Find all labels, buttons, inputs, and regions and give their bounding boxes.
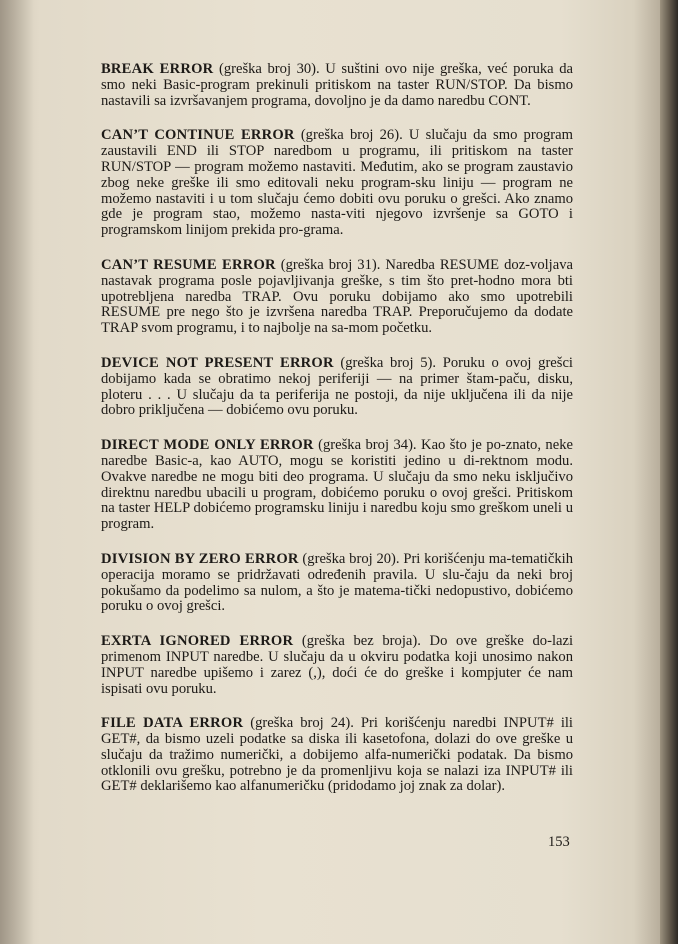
entry-term: DIVISION BY ZERO ERROR [101,550,299,567]
entry-text: (greška broj 5). Poruku o ovoj grešci dobijamo kada se obratimo nekoj periferiji — na primer štam-paču, disku, ploteru . . . U slučaju da ta periferija ne postoji, da nije uključena ili da nije dobro priključena — dobićemo ovu poruku. [101,354,573,419]
entry-cant-resume-error [101,258,573,337]
entry-text: (greška broj 31). Naredba RESUME doz-voljava nastavak programa posle pojavljivanja greške, s tim što pret-hodno mora bti upotrebljena naredba TRAP. Ovu poruku dobijamo ako smo upotrebili RESUME pre nego što je izvršena naredba TRAP. Preporučujemo da dodate TRAP svom programu, i to najbolje na sa-mom početku. [101,256,573,337]
entry-direct-mode-only-error [101,438,573,533]
entry-term: EXRTA IGNORED ERROR [101,633,294,650]
entry-term: DIRECT MODE ONLY ERROR [101,437,314,454]
entry-term: BREAK ERROR [101,61,214,77]
page-number: 153 [548,834,570,850]
entry-text: (greška broj 30). U suštini ovo nije greška, već poruka da smo neki Basic-program prekinuli pritiskom na taster RUN/STOP. Da bismo nastavili sa izvršavanjem programa, dovoljno je da damo naredbu CONT. [101,61,573,109]
entry-text: (greška broj 24). Pri korišćenju naredbi INPUT# ili GET#, da bismo uzeli podatke sa diska ili kasetofona, dolazi do ove greške u slučaju da tražimo numerički, a dobijemo alfa-numerički podatak. Da bismo otklonili ovu grešku, potrebno je da promenljivu koja se nalazi iza INPUT# ili GET# deklarišemo kao alfanumeričku (pridodamo joj znak za dolar). [101,715,573,795]
entry-break-error [101,62,573,109]
page-content [101,62,573,814]
entry-term: FILE DATA ERROR [101,715,244,732]
entry-text: (greška broj 20). Pri korišćenju ma-tematičkih operacija moramo se pridržavati određenih pravila. U slu-čaju da neki broj pokušamo da podelimo sa nulom, a što je matema-tički nedopustivo, dobićemo poruku o ovoj grešci. [101,550,573,615]
entry-cant-continue-error [101,128,573,239]
entry-division-by-zero-error [101,552,573,615]
book-edge [660,0,678,944]
entry-term: CAN’T CONTINUE ERROR [101,127,295,144]
entry-term: DEVICE NOT PRESENT ERROR [101,354,334,371]
spine-shadow [0,0,34,944]
entry-text: (greška bez broja). Do ove greške do-lazi primenom INPUT naredbe. U slučaju da u okviru podatka koji unosimo nakon INPUT naredbe upišemo i zarez (,), doći će do greške i kompjuter će nam ispisati ovu poruku. [101,633,574,697]
entry-extra-ignored-error [101,634,573,697]
entry-text: (greška broj 34). Kao što je po-znato, neke naredbe Basic-a, kao AUTO, mogu se koristiti jedino u di-rektnom modu. Ovakve naredbe ne mogu biti deo programa. U slučaju da smo neku isključivo direktnu naredbu ubacili u program, dobićemo poruku o ovoj grešci. Pritiskom na taster HELP dobićemo programsku liniju i naredbu koju smo greškom uneli u program. [101,437,573,533]
entry-text: (greška broj 26). U slučaju da smo program zaustavili END ili STOP naredbom u programu, ili pritiskom na taster RUN/STOP — program možemo nastaviti. Međutim, ako se program zaustavio zbog neke greške ili smo editovali neku program-sku liniju — program ne možemo nastaviti i u tom slučaju ćemo dobiti ovu poruku o grešci. Ako znamo gde je program stao, možemo nasta-viti njegovo izvršenje sa GOTO i programskom linijom prekida pro-grama. [101,127,573,239]
entry-device-not-present-error [101,356,573,419]
entry-file-data-error [101,716,573,795]
entry-term: CAN’T RESUME ERROR [101,256,276,273]
